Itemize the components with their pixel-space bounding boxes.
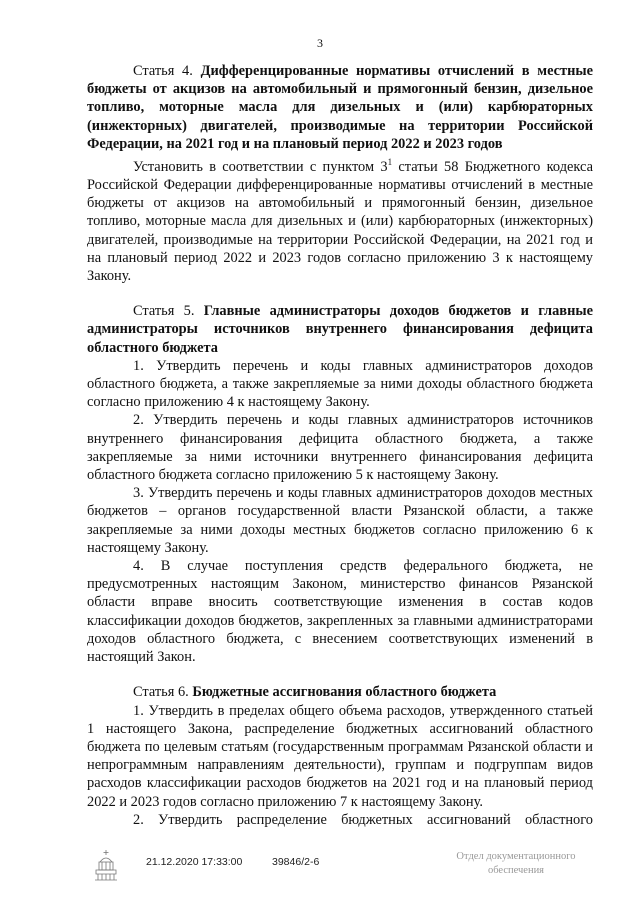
article-4-p1-text-a: Установить в соответствии с пунктом 3: [133, 158, 388, 175]
article-6-paragraph-1: 1. Утвердить в пределах общего объема расходов, утвержденного статьей 1 настоящего Закона, распределение бюджетных ассигнований областного бюджета по целевым статьям (государственным программам Рязанской области и непрограммным направлениям деятельности), группам и подгруппам видов расходов классификации расходов бюджетов на 2021 год и на плановый период 2022 и 2023 годов согласно приложению 7 к настоящему Закону.: [87, 702, 593, 810]
page-number: 3: [317, 36, 323, 50]
article-6-prefix: Статья 6.: [133, 684, 189, 701]
article-5-paragraph-4: 4. В случае поступления средств федерального бюджета, не предусмотренных настоящим Законом, министерство финансов Рязанской области вправе вносить соответствующие изменения в состав кодов классификации доходов бюджетов, закрепленных за главными администраторами доходов областного бюджета, с внесением соответствующих изменений в настоящий Закон.: [87, 558, 593, 666]
document-body: [87, 62, 593, 829]
article-6-title: Бюджетные ассигнования областного бюджета: [192, 684, 497, 701]
page-footer: [0, 848, 640, 905]
article-4-p1-text-b: статьи 58 Бюджетного кодекса Российской Федерации дифференцированные нормативы отчислений в местные бюджеты от акцизов на автомобильный и прямогонный бензин, дизельное топливо, моторные масла для дизельных и (или) карбюраторных (инжекторных) двигателей, производимые на территории Российской Федерации, на 2021 год и на плановый период 2022 и 2023 годов согласно приложению 3 к настоящему Закону.: [87, 158, 593, 285]
footer-datetime: 21.12.2020 17:33:00: [146, 856, 243, 868]
footer-document-number: 39846/2-6: [272, 856, 320, 868]
article-5-prefix: Статья 5.: [133, 303, 195, 320]
article-4-heading: [87, 62, 593, 153]
article-4-prefix: Статья 4.: [133, 63, 193, 79]
article-6-paragraph-2: 2. Утвердить распределение бюджетных ассигнований областного: [133, 811, 593, 828]
article-5-paragraph-1: 1. Утвердить перечень и коды главных администраторов доходов областного бюджета, а также закрепляемые за ними доходы областного бюджета согласно приложению 4 к настоящему Закону.: [87, 357, 593, 411]
emblem-icon: [94, 848, 118, 884]
article-6-heading: [87, 683, 593, 701]
department-stamp-line-1: Отдел документационного: [456, 851, 576, 862]
article-5-heading: [87, 302, 593, 357]
article-5-paragraph-3: 3. Утвердить перечень и коды главных администраторов доходов местных бюджетов – органов государственной власти Рязанской области, а также закрепляемые за ними доходы местных бюджетов согласно приложению 6 к настоящему Закону.: [87, 485, 593, 556]
article-5-title: Главные администраторы доходов бюджетов и главные администраторы источников внутреннего финансирования дефицита областного бюджета: [87, 303, 593, 356]
department-stamp-line-2: обеспечения: [487, 865, 545, 876]
article-4-title: Дифференцированные нормативы отчислений в местные бюджеты от акцизов на автомобильный и прямогонный бензин, дизельное топливо, моторные масла для дизельных и (или) карбюраторных (инжекторных) двигателей, производимые на территории Российской Федерации, на 2021 год и на плановый период 2022 и 2023 годов: [87, 63, 593, 152]
article-4-paragraph-1: [87, 153, 593, 285]
article-4-p1-superscript: 1: [387, 157, 393, 168]
department-stamp: [446, 850, 586, 878]
article-5-paragraph-2: 2. Утвердить перечень и коды главных администраторов источников внутреннего финансирования дефицита областного бюджета, а также закрепляемые за ними источники внутреннего финансирования дефицита областного бюджета согласно приложению 5 к настоящему Закону.: [87, 412, 593, 484]
